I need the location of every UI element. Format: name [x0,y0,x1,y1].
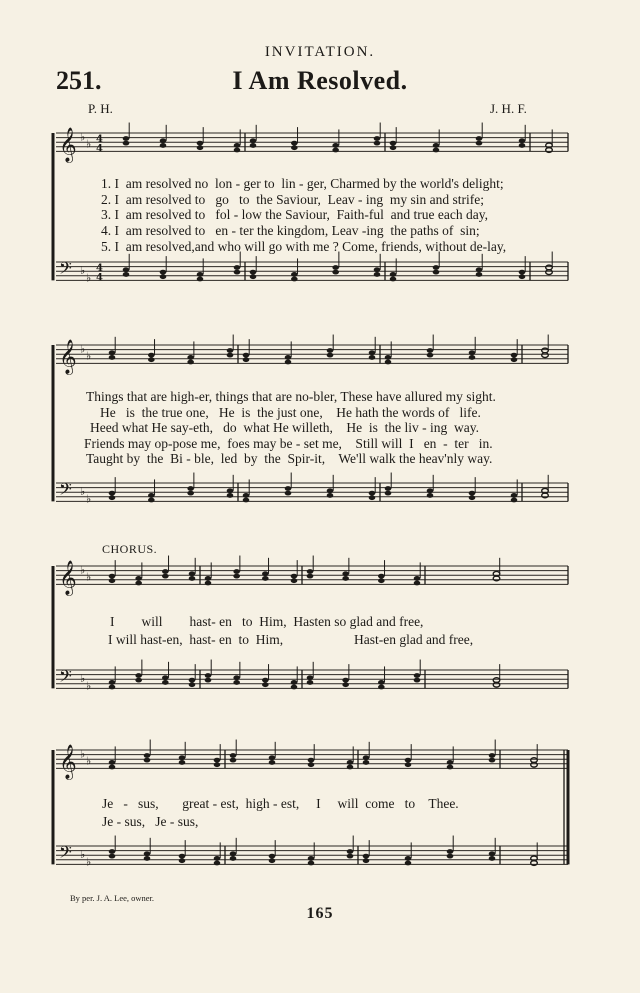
note-head [489,753,496,758]
note-head [291,277,298,282]
note-head [327,488,334,493]
note-head [519,138,526,143]
note-head [214,758,221,763]
verse-3-line-2: Heed what He say-eth, do what He willeth, He is the liv - ing way. [90,420,480,435]
note-head [135,673,142,678]
note-head [109,760,116,765]
note-head [414,678,421,683]
chorus-label: CHORUS. [102,542,158,556]
note-head [262,678,269,683]
note-head [369,491,376,496]
note-head [519,143,526,148]
note-head [123,141,130,146]
note-head [109,574,116,579]
words-credit: P. H. [88,101,113,116]
verse-4-line-2: Friends may op-pose me, foes may be - set me, Still will I en - ter in. [84,436,493,451]
treble-clef-icon: 𝄞 [59,560,77,596]
note-head [233,680,240,685]
note-head [109,680,116,685]
flat-icon: ♭ [80,671,86,685]
note-head [433,148,440,153]
note-head [269,854,276,859]
hymn-number: 251. [56,66,102,95]
treble-clef-icon: 𝄞 [59,744,77,780]
verse-4-line-1: 4. I am resolved to en - ter the kingdom, Leav -ing the paths of sin; [101,223,480,238]
note-head [378,578,385,583]
note-head [405,861,412,866]
note-head [179,760,186,765]
note-head [427,348,434,353]
note-head [363,760,370,765]
note-head [332,270,339,275]
flat-icon: ♭ [80,484,86,498]
note-head [214,856,221,861]
page-number: 165 [306,905,334,922]
note-head [285,355,292,360]
note-head [197,272,204,277]
time-signature-denominator: 4 [96,143,103,155]
note-head [205,581,212,586]
note-head [197,141,204,146]
note-head [385,486,392,491]
note-head [447,854,454,859]
note-head [476,136,483,141]
note-head [447,849,454,854]
note-head [135,576,142,581]
note-head [369,495,376,500]
chorus-line-2-a: Je - sus, great - est, high - est, I will come to Thee. [102,796,459,811]
note-head [135,678,142,683]
note-head [378,680,385,685]
note-head [234,143,241,148]
note-head [162,574,169,579]
flat-icon: ♭ [80,563,86,577]
note-head [476,267,483,272]
note-head [347,854,354,859]
note-head [519,270,526,275]
note-head [476,272,483,277]
note-head [187,491,194,496]
note-head [160,270,167,275]
note-head [405,762,412,767]
note-head [405,856,412,861]
note-head [109,849,116,854]
note-head [144,753,151,758]
note-head [374,141,381,146]
note-head [332,265,339,270]
note-head [148,357,155,362]
note-head [123,136,130,141]
note-head [511,498,518,503]
note-head [262,571,269,576]
note-head [427,493,434,498]
note-head [269,858,276,863]
note-head [385,491,392,496]
note-head [233,574,240,579]
time-signature-numerator: 4 [96,134,103,146]
note-head [308,861,315,866]
note-head [390,277,397,282]
note-head [308,856,315,861]
note-head [243,353,250,358]
note-head [390,145,397,150]
note-head [214,762,221,767]
note-head [234,270,241,275]
treble-clef-icon: 𝄞 [59,339,77,375]
note-head [227,488,234,493]
note-head [250,143,257,148]
note-head [285,486,292,491]
note-head [262,576,269,581]
copyright-footnote: By per. J. A. Lee, owner. [70,893,155,903]
chorus-line-2-b: Je - sus, Je - sus, [102,814,199,829]
note-head [347,760,354,765]
note-head [374,136,381,141]
note-head [291,145,298,150]
note-head [308,762,315,767]
note-head [269,755,276,760]
note-head [308,758,315,763]
note-head [327,353,334,358]
note-head [109,350,116,355]
note-head [378,574,385,579]
bass-clef-icon: 𝄢 [59,841,72,866]
note-head [205,678,212,683]
note-head [227,348,234,353]
note-head [447,765,454,770]
note-head [187,360,194,365]
note-head [243,493,250,498]
note-head [285,491,292,496]
note-head [160,143,167,148]
verse-2-line-1: 2. I am resolved to go to the Saviour, Leav - ing my sin and strife; [101,192,485,207]
flat-icon: ♭ [86,855,92,869]
note-head [243,498,250,503]
music-credit: J. H. F. [490,101,527,116]
note-head [269,760,276,765]
note-head [250,270,257,275]
note-head [342,571,349,576]
note-head [342,682,349,687]
flat-icon: ♭ [86,271,92,285]
note-head [332,143,339,148]
note-head [187,486,194,491]
note-head [378,685,385,690]
note-head [427,488,434,493]
flat-icon: ♭ [80,342,86,356]
note-head [405,758,412,763]
note-head [285,360,292,365]
note-head [160,138,167,143]
note-head [109,495,116,500]
note-head [109,685,116,690]
note-head [148,353,155,358]
treble-clef-icon: 𝄞 [59,127,77,163]
note-head [374,267,381,272]
flat-icon: ♭ [80,747,86,761]
note-head [369,350,376,355]
note-head [291,574,298,579]
note-head [162,569,169,574]
note-head [307,680,314,685]
note-head [144,758,151,763]
note-head [250,138,257,143]
note-head [307,675,314,680]
note-head [162,680,169,685]
note-head [469,350,476,355]
flat-icon: ♭ [80,847,86,861]
note-head [390,272,397,277]
note-head [374,272,381,277]
note-head [489,856,496,861]
note-head [385,355,392,360]
note-head [123,272,130,277]
time-signature-denominator: 4 [96,272,103,284]
note-head [414,673,421,678]
verse-2-line-2: He is the true one, He is the just one, He hath the words of life. [100,405,481,420]
note-head [363,854,370,859]
note-head [144,856,151,861]
note-head [189,571,196,576]
note-head [162,675,169,680]
note-head [250,274,257,279]
note-head [307,574,314,579]
note-head [197,145,204,150]
note-head [109,578,116,583]
note-head [511,493,518,498]
note-head [135,581,142,586]
note-head [189,682,196,687]
note-head [433,143,440,148]
note-head [214,861,221,866]
note-head [230,753,237,758]
bass-clef-icon: 𝄢 [59,665,72,690]
note-head [363,858,370,863]
note-head [519,274,526,279]
chorus-line-1-b: I will hast-en, hast- en to Him, Hast-en glad and free, [108,632,474,647]
note-head [109,491,116,496]
note-head [123,267,130,272]
note-head [469,495,476,500]
note-head [347,765,354,770]
note-head [291,680,298,685]
note-head [109,355,116,360]
bass-clef-icon: 𝄢 [59,478,72,503]
note-head [390,141,397,146]
note-head [291,578,298,583]
note-head [234,265,241,270]
note-head [230,758,237,763]
note-head [189,678,196,683]
flat-icon: ♭ [86,492,92,506]
note-head [469,355,476,360]
note-head [230,851,237,856]
note-head [227,353,234,358]
note-head [511,357,518,362]
flat-icon: ♭ [86,137,92,151]
note-head [233,675,240,680]
note-head [307,569,314,574]
note-head [291,272,298,277]
note-head [205,576,212,581]
verse-1-line-1: 1. I am resolved no lon - ger to lin - ger, Charmed by the world's delight; [101,176,504,191]
note-head [179,854,186,859]
time-signature-numerator: 4 [96,263,103,275]
note-head [179,858,186,863]
flat-icon: ♭ [80,263,86,277]
note-head [109,765,116,770]
note-head [148,493,155,498]
hymn-title: I Am Resolved. [232,66,408,95]
note-head [233,569,240,574]
note-head [414,581,421,586]
note-head [476,141,483,146]
note-head [205,673,212,678]
flat-icon: ♭ [86,349,92,363]
note-head [447,760,454,765]
note-head [291,141,298,146]
note-head [489,758,496,763]
note-head [433,265,440,270]
verse-5-line-2: Taught by the Bi - ble, led by the Spir-it, We'll walk the heav'nly way. [86,451,493,466]
note-head [369,355,376,360]
note-head [109,854,116,859]
note-head [342,576,349,581]
bass-clef-icon: 𝄢 [59,257,72,282]
note-head [332,148,339,153]
note-head [243,357,250,362]
note-head [179,755,186,760]
note-head [511,353,518,358]
note-head [197,277,204,282]
note-head [433,270,440,275]
note-head [327,348,334,353]
note-head [489,851,496,856]
note-head [230,856,237,861]
note-head [291,685,298,690]
note-head [148,498,155,503]
note-head [363,755,370,760]
note-head [187,355,194,360]
note-head [427,353,434,358]
chorus-line-1-a: I will hast- en to Him, Hasten so glad and free, [110,614,424,629]
note-head [327,493,334,498]
note-head [144,851,151,856]
verse-1-line-2: Things that are high-er, things that are no-bler, These have allured my sight. [86,389,496,404]
section-heading: INVITATION. [264,44,376,60]
flat-icon: ♭ [86,570,92,584]
flat-icon: ♭ [86,754,92,768]
flat-icon: ♭ [86,679,92,693]
note-head [347,849,354,854]
verse-3-line-1: 3. I am resolved to fol - low the Saviour, Faith-ful and true each day, [101,207,488,222]
note-head [262,682,269,687]
note-head [160,274,167,279]
note-head [342,678,349,683]
flat-icon: ♭ [80,130,86,144]
note-head [385,360,392,365]
verse-5-line-1: 5. I am resolved,and who will go with me ? Come, friends, without de-lay, [101,239,507,254]
note-head [227,493,234,498]
note-head [189,576,196,581]
note-head [469,491,476,496]
note-head [414,576,421,581]
note-head [234,148,241,153]
